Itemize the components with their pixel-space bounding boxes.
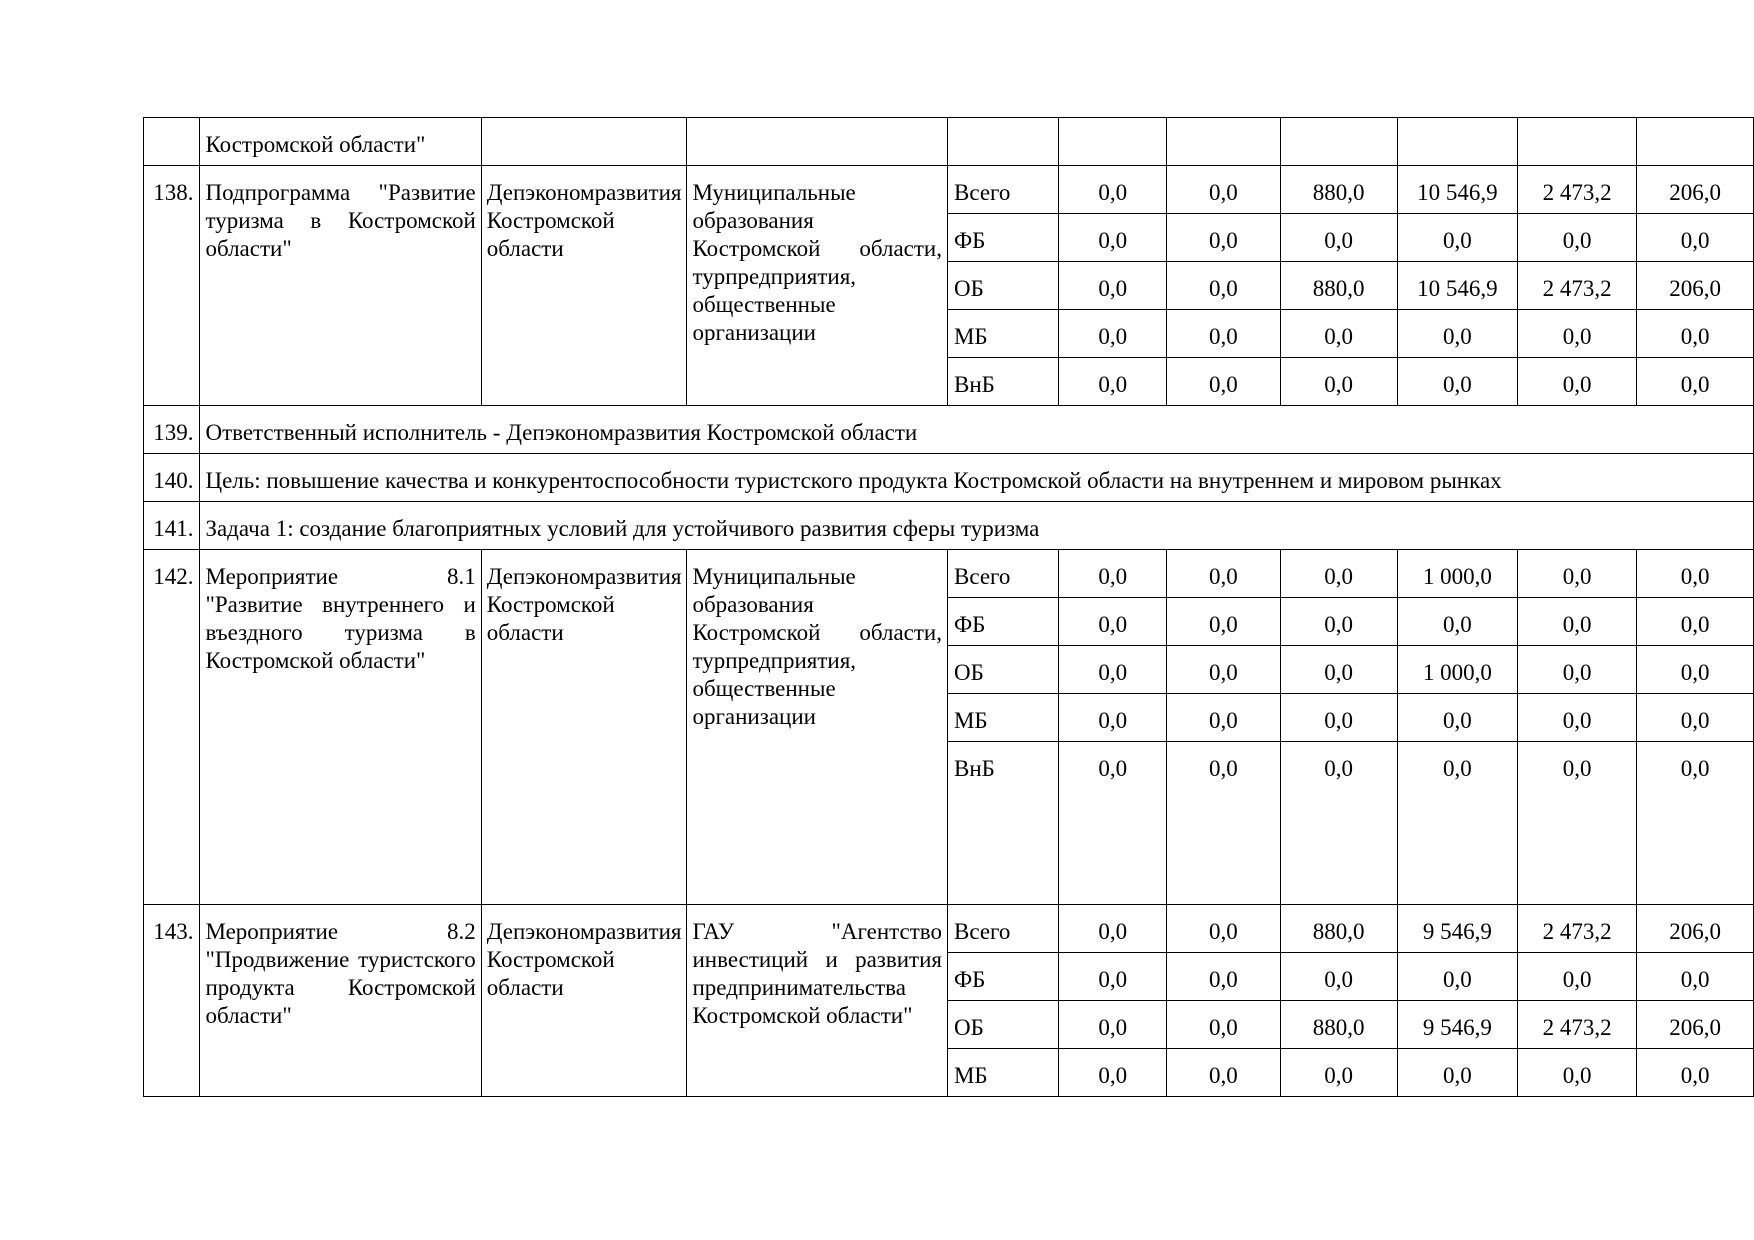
table-row-141 — [144, 502, 1754, 550]
value-cell: 0,0 — [1397, 310, 1518, 358]
value-cell: 0,0 — [1280, 1049, 1397, 1097]
value-cell: 0,0 — [1518, 1049, 1637, 1097]
value-cell — [1059, 118, 1167, 166]
value-cell: 880,0 — [1280, 1001, 1397, 1049]
source-cell: ОБ — [947, 646, 1058, 694]
participants-cell: Муниципальные образования Костромской области, турпредприятия, общественные организации — [687, 166, 948, 406]
value-cell: 0,0 — [1167, 550, 1281, 598]
source-cell: ФБ — [947, 598, 1058, 646]
value-cell: 880,0 — [1280, 166, 1397, 214]
value-cell: 0,0 — [1637, 358, 1754, 406]
value-cell: 0,0 — [1518, 742, 1637, 905]
executor-cell: Депэкономразвития Костромской области — [481, 550, 687, 905]
value-cell: 0,0 — [1518, 214, 1637, 262]
row-number-cell: 138. — [144, 166, 200, 406]
value-cell: 0,0 — [1167, 1001, 1281, 1049]
value-cell: 0,0 — [1397, 358, 1518, 406]
value-cell: 0,0 — [1059, 694, 1167, 742]
value-cell: 0,0 — [1397, 598, 1518, 646]
value-cell: 0,0 — [1280, 214, 1397, 262]
row-number-cell: 143. — [144, 905, 200, 1097]
source-cell: Всего — [947, 905, 1058, 953]
value-cell: 2 473,2 — [1518, 262, 1637, 310]
value-cell: 0,0 — [1167, 166, 1281, 214]
value-cell: 0,0 — [1397, 1049, 1518, 1097]
value-cell — [1637, 118, 1754, 166]
table-row-continuation — [144, 118, 1754, 166]
value-cell: 0,0 — [1167, 953, 1281, 1001]
value-cell: 0,0 — [1637, 953, 1754, 1001]
value-cell — [1167, 118, 1281, 166]
source-cell: ВнБ — [947, 742, 1058, 905]
table-row-140 — [144, 454, 1754, 502]
value-cell: 0,0 — [1167, 694, 1281, 742]
value-cell: 0,0 — [1518, 953, 1637, 1001]
source-cell: МБ — [947, 310, 1058, 358]
value-cell: 0,0 — [1059, 1001, 1167, 1049]
value-cell: 0,0 — [1059, 1049, 1167, 1097]
responsible-executor-text: Ответственный исполнитель - Депэкономразвития Костромской области — [200, 406, 1754, 454]
value-cell: 0,0 — [1637, 694, 1754, 742]
source-cell: ОБ — [947, 262, 1058, 310]
measure-title: "Продвижение туристского продукта Костромской области" — [205, 947, 476, 1028]
value-cell: 1 000,0 — [1397, 646, 1518, 694]
value-cell: 0,0 — [1059, 598, 1167, 646]
name-cell — [200, 550, 481, 905]
value-cell: 0,0 — [1059, 166, 1167, 214]
value-cell: 0,0 — [1280, 358, 1397, 406]
executor-cell: Депэкономразвития Костромской области — [481, 166, 687, 406]
value-cell: 0,0 — [1637, 1049, 1754, 1097]
source-cell: ФБ — [947, 214, 1058, 262]
value-cell: 0,0 — [1518, 694, 1637, 742]
value-cell: 0,0 — [1518, 646, 1637, 694]
value-cell: 9 546,9 — [1397, 905, 1518, 953]
value-cell: 0,0 — [1518, 310, 1637, 358]
source-cell: ФБ — [947, 953, 1058, 1001]
value-cell: 0,0 — [1059, 358, 1167, 406]
value-cell: 0,0 — [1637, 598, 1754, 646]
value-cell: 0,0 — [1167, 262, 1281, 310]
source-cell: Всего — [947, 550, 1058, 598]
executor-cell: Депэкономразвития Костромской области — [481, 905, 687, 1097]
table-row-143 — [144, 905, 1754, 953]
participants-cell: Муниципальные образования Костромской области, турпредприятия, общественные организации — [687, 550, 948, 905]
value-cell: 0,0 — [1059, 646, 1167, 694]
table-row-139 — [144, 406, 1754, 454]
value-cell: 2 473,2 — [1518, 166, 1637, 214]
value-cell: 0,0 — [1280, 646, 1397, 694]
value-cell: 0,0 — [1280, 598, 1397, 646]
value-cell: 0,0 — [1167, 358, 1281, 406]
value-cell: 0,0 — [1059, 742, 1167, 905]
value-cell: 0,0 — [1167, 598, 1281, 646]
row-number-cell: 139. — [144, 406, 200, 454]
value-cell: 0,0 — [1059, 214, 1167, 262]
value-cell: 0,0 — [1059, 905, 1167, 953]
value-cell: 0,0 — [1059, 953, 1167, 1001]
value-cell: 0,0 — [1280, 742, 1397, 905]
row-number-cell: 142. — [144, 550, 200, 905]
value-cell: 2 473,2 — [1518, 1001, 1637, 1049]
value-cell: 0,0 — [1397, 694, 1518, 742]
source-cell: МБ — [947, 1049, 1058, 1097]
task-text: Задача 1: создание благоприятных условий для устойчивого развития сферы туризма — [200, 502, 1754, 550]
value-cell: 206,0 — [1637, 1001, 1754, 1049]
name-cell — [200, 905, 481, 1097]
value-cell: 0,0 — [1637, 742, 1754, 905]
source-cell: Всего — [947, 166, 1058, 214]
executor-cell — [481, 118, 687, 166]
value-cell: 0,0 — [1397, 742, 1518, 905]
row-number-cell — [144, 118, 200, 166]
value-cell: 0,0 — [1167, 214, 1281, 262]
value-cell: 10 546,9 — [1397, 262, 1518, 310]
value-cell — [1397, 118, 1518, 166]
table-row-138 — [144, 166, 1754, 214]
value-cell: 0,0 — [1518, 598, 1637, 646]
row-number-cell: 140. — [144, 454, 200, 502]
measure-title: "Развитие внутреннего и въездного туризма в Костромской области" — [205, 592, 476, 673]
participants-cell — [687, 118, 948, 166]
value-cell: 2 473,2 — [1518, 905, 1637, 953]
value-cell: 0,0 — [1167, 905, 1281, 953]
value-cell: 0,0 — [1059, 310, 1167, 358]
value-cell: 0,0 — [1637, 214, 1754, 262]
value-cell: 1 000,0 — [1397, 550, 1518, 598]
value-cell: 880,0 — [1280, 905, 1397, 953]
value-cell: 0,0 — [1167, 742, 1281, 905]
source-cell — [947, 118, 1058, 166]
value-cell: 0,0 — [1637, 310, 1754, 358]
value-cell: 0,0 — [1518, 358, 1637, 406]
value-cell: 0,0 — [1167, 1049, 1281, 1097]
measure-number: 8.2 — [447, 919, 476, 944]
value-cell: 0,0 — [1167, 310, 1281, 358]
source-cell: МБ — [947, 694, 1058, 742]
value-cell: 0,0 — [1280, 694, 1397, 742]
name-cell: Костромской области" — [200, 118, 481, 166]
value-cell: 0,0 — [1280, 953, 1397, 1001]
value-cell: 0,0 — [1280, 550, 1397, 598]
value-cell: 880,0 — [1280, 262, 1397, 310]
value-cell: 0,0 — [1280, 310, 1397, 358]
measure-number: 8.1 — [447, 564, 476, 589]
value-cell: 0,0 — [1397, 953, 1518, 1001]
value-cell: 0,0 — [1518, 550, 1637, 598]
name-cell: Подпрограмма "Развитие туризма в Костромской области" — [200, 166, 481, 406]
value-cell: 206,0 — [1637, 262, 1754, 310]
value-cell: 9 546,9 — [1397, 1001, 1518, 1049]
value-cell: 0,0 — [1059, 550, 1167, 598]
measure-label: Мероприятие — [205, 564, 339, 589]
value-cell: 206,0 — [1637, 905, 1754, 953]
value-cell: 0,0 — [1059, 262, 1167, 310]
goal-text: Цель: повышение качества и конкурентоспособности туристского продукта Костромской области на внутреннем и мировом рынках — [200, 454, 1754, 502]
value-cell: 0,0 — [1397, 214, 1518, 262]
value-cell: 206,0 — [1637, 166, 1754, 214]
row-number-cell: 141. — [144, 502, 200, 550]
value-cell: 0,0 — [1637, 550, 1754, 598]
value-cell: 0,0 — [1167, 646, 1281, 694]
source-cell: ОБ — [947, 1001, 1058, 1049]
participants-cell: ГАУ "Агентство инвестиций и развития предпринимательства Костромской области" — [687, 905, 948, 1097]
value-cell: 10 546,9 — [1397, 166, 1518, 214]
value-cell — [1280, 118, 1397, 166]
source-cell: ВнБ — [947, 358, 1058, 406]
value-cell: 0,0 — [1637, 646, 1754, 694]
table-row-142 — [144, 550, 1754, 598]
value-cell — [1518, 118, 1637, 166]
program-funding-table — [143, 117, 1754, 1097]
measure-label: Мероприятие — [205, 919, 339, 944]
